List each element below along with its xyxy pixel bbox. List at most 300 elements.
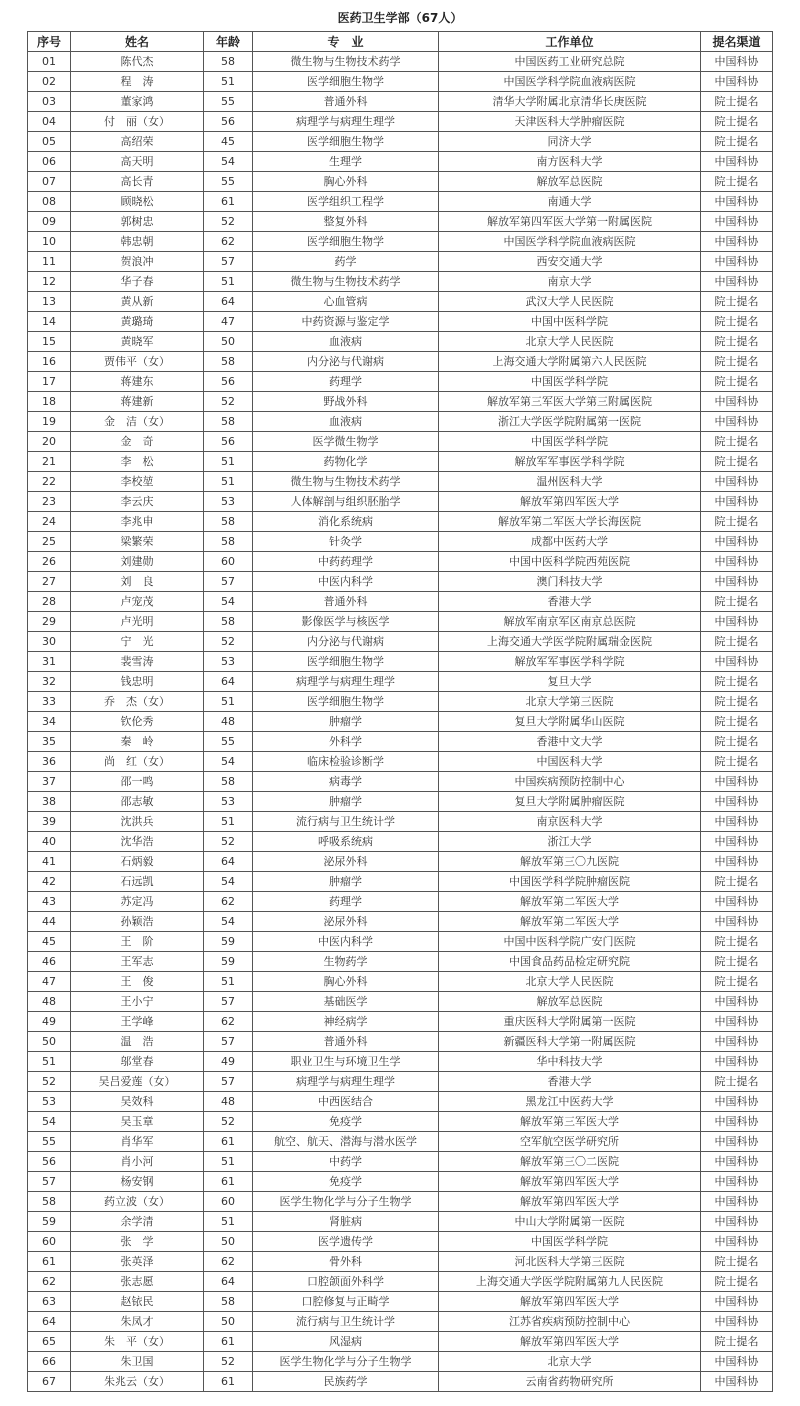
cell-nomination: 院士提名	[701, 1072, 773, 1092]
cell-nomination: 中国科协	[701, 52, 773, 72]
table-row	[28, 612, 773, 632]
cell-specialty: 针灸学	[253, 532, 439, 552]
cell-number: 21	[28, 452, 71, 472]
cell-nomination: 院士提名	[701, 312, 773, 332]
cell-nomination: 院士提名	[701, 1332, 773, 1352]
cell-age: 58	[204, 352, 253, 372]
table-row	[28, 932, 773, 952]
cell-workplace: 解放军第四军医大学	[439, 1292, 701, 1312]
cell-nomination: 中国科协	[701, 1172, 773, 1192]
cell-name: 苏定冯	[71, 892, 204, 912]
cell-workplace: 南京大学	[439, 272, 701, 292]
cell-name: 金 洁（女）	[71, 412, 204, 432]
cell-age: 52	[204, 212, 253, 232]
table-row	[28, 1192, 773, 1212]
cell-name: 付 丽（女）	[71, 112, 204, 132]
cell-specialty: 外科学	[253, 732, 439, 752]
cell-nomination: 院士提名	[701, 732, 773, 752]
cell-nomination: 中国科协	[701, 892, 773, 912]
cell-specialty: 泌尿外科	[253, 852, 439, 872]
cell-name: 宁 光	[71, 632, 204, 652]
cell-name: 黄晓军	[71, 332, 204, 352]
cell-nomination: 院士提名	[701, 1252, 773, 1272]
table-row	[28, 292, 773, 312]
cell-nomination: 院士提名	[701, 112, 773, 132]
table-row	[28, 152, 773, 172]
cell-age: 48	[204, 712, 253, 732]
cell-specialty: 中医内科学	[253, 932, 439, 952]
cell-age: 52	[204, 1112, 253, 1132]
cell-specialty: 中药学	[253, 1152, 439, 1172]
cell-number: 42	[28, 872, 71, 892]
cell-number: 60	[28, 1232, 71, 1252]
cell-workplace: 云南省药物研究所	[439, 1372, 701, 1392]
cell-age: 54	[204, 752, 253, 772]
cell-nomination: 院士提名	[701, 972, 773, 992]
table-row	[28, 672, 773, 692]
cell-nomination: 中国科协	[701, 72, 773, 92]
cell-number: 22	[28, 472, 71, 492]
cell-workplace: 温州医科大学	[439, 472, 701, 492]
cell-specialty: 微生物与生物技术药学	[253, 472, 439, 492]
cell-age: 52	[204, 632, 253, 652]
table-row	[28, 992, 773, 1012]
cell-workplace: 解放军第三〇九医院	[439, 852, 701, 872]
cell-age: 61	[204, 1372, 253, 1392]
cell-age: 62	[204, 1252, 253, 1272]
cell-name: 乔 杰（女）	[71, 692, 204, 712]
cell-specialty: 中西医结合	[253, 1092, 439, 1112]
cell-specialty: 临床检验诊断学	[253, 752, 439, 772]
cell-name: 朱 平（女）	[71, 1332, 204, 1352]
table-row	[28, 632, 773, 652]
cell-workplace: 中国疾病预防控制中心	[439, 772, 701, 792]
table-row	[28, 412, 773, 432]
cell-age: 62	[204, 892, 253, 912]
cell-name: 郭树忠	[71, 212, 204, 232]
cell-nomination: 中国科协	[701, 1032, 773, 1052]
cell-number: 50	[28, 1032, 71, 1052]
cell-specialty: 微生物与生物技术药学	[253, 272, 439, 292]
cell-nomination: 院士提名	[701, 712, 773, 732]
table-row	[28, 1292, 773, 1312]
cell-age: 57	[204, 992, 253, 1012]
cell-age: 52	[204, 832, 253, 852]
cell-age: 51	[204, 272, 253, 292]
cell-specialty: 骨外科	[253, 1252, 439, 1272]
cell-workplace: 中国医学科学院肿瘤医院	[439, 872, 701, 892]
cell-name: 孙颖浩	[71, 912, 204, 932]
cell-workplace: 中国医学科学院血液病医院	[439, 232, 701, 252]
table-row	[28, 312, 773, 332]
cell-specialty: 药学	[253, 252, 439, 272]
cell-workplace: 香港大学	[439, 592, 701, 612]
cell-age: 59	[204, 952, 253, 972]
cell-nomination: 中国科协	[701, 152, 773, 172]
table-row	[28, 592, 773, 612]
cell-workplace: 解放军总医院	[439, 992, 701, 1012]
cell-nomination: 中国科协	[701, 612, 773, 632]
cell-nomination: 院士提名	[701, 172, 773, 192]
cell-specialty: 医学细胞生物学	[253, 652, 439, 672]
cell-name: 秦 岭	[71, 732, 204, 752]
cell-nomination: 中国科协	[701, 572, 773, 592]
cell-name: 邵一鸣	[71, 772, 204, 792]
cell-name: 梁繁荣	[71, 532, 204, 552]
cell-age: 58	[204, 1292, 253, 1312]
cell-name: 陈代杰	[71, 52, 204, 72]
cell-workplace: 香港大学	[439, 1072, 701, 1092]
cell-age: 49	[204, 1052, 253, 1072]
header-age: 年龄	[204, 32, 253, 52]
cell-specialty: 中医内科学	[253, 572, 439, 592]
cell-workplace: 天津医科大学肿瘤医院	[439, 112, 701, 132]
cell-specialty: 心血管病	[253, 292, 439, 312]
table-row	[28, 1032, 773, 1052]
cell-workplace: 南通大学	[439, 192, 701, 212]
cell-nomination: 院士提名	[701, 952, 773, 972]
cell-specialty: 病理学与病理生理学	[253, 672, 439, 692]
cell-nomination: 院士提名	[701, 672, 773, 692]
cell-age: 54	[204, 912, 253, 932]
cell-number: 64	[28, 1312, 71, 1332]
table-row	[28, 1212, 773, 1232]
cell-nomination: 院士提名	[701, 372, 773, 392]
cell-nomination: 院士提名	[701, 592, 773, 612]
cell-age: 48	[204, 1092, 253, 1112]
cell-number: 12	[28, 272, 71, 292]
cell-workplace: 浙江大学医学院附属第一医院	[439, 412, 701, 432]
cell-specialty: 肾脏病	[253, 1212, 439, 1232]
cell-workplace: 中国医学科学院	[439, 432, 701, 452]
cell-age: 59	[204, 932, 253, 952]
cell-name: 邬堂春	[71, 1052, 204, 1072]
cell-specialty: 免疫学	[253, 1112, 439, 1132]
cell-number: 09	[28, 212, 71, 232]
cell-name: 顾晓松	[71, 192, 204, 212]
cell-number: 38	[28, 792, 71, 812]
cell-number: 28	[28, 592, 71, 612]
table-row	[28, 972, 773, 992]
cell-nomination: 中国科协	[701, 1292, 773, 1312]
table-row	[28, 112, 773, 132]
cell-workplace: 中国医学科学院血液病医院	[439, 72, 701, 92]
cell-number: 05	[28, 132, 71, 152]
cell-age: 60	[204, 552, 253, 572]
table-row	[28, 392, 773, 412]
cell-specialty: 医学遗传学	[253, 1232, 439, 1252]
cell-nomination: 中国科协	[701, 992, 773, 1012]
cell-number: 34	[28, 712, 71, 732]
cell-number: 23	[28, 492, 71, 512]
cell-nomination: 中国科协	[701, 252, 773, 272]
cell-nomination: 中国科协	[701, 1132, 773, 1152]
table-row	[28, 572, 773, 592]
cell-nomination: 中国科协	[701, 912, 773, 932]
cell-number: 48	[28, 992, 71, 1012]
cell-specialty: 口腔颌面外科学	[253, 1272, 439, 1292]
cell-workplace: 香港中文大学	[439, 732, 701, 752]
cell-name: 肖小河	[71, 1152, 204, 1172]
cell-workplace: 北京大学人民医院	[439, 332, 701, 352]
cell-age: 51	[204, 812, 253, 832]
cell-workplace: 解放军第三〇二医院	[439, 1152, 701, 1172]
cell-name: 卢光明	[71, 612, 204, 632]
cell-number: 46	[28, 952, 71, 972]
cell-workplace: 复旦大学	[439, 672, 701, 692]
cell-workplace: 北京大学第三医院	[439, 692, 701, 712]
header-workplace: 工作单位	[439, 32, 701, 52]
cell-workplace: 解放军第四军医大学	[439, 1332, 701, 1352]
cell-age: 57	[204, 252, 253, 272]
cell-specialty: 影像医学与核医学	[253, 612, 439, 632]
cell-number: 07	[28, 172, 71, 192]
table-row	[28, 132, 773, 152]
cell-name: 贾伟平（女）	[71, 352, 204, 372]
cell-workplace: 南京医科大学	[439, 812, 701, 832]
cell-age: 64	[204, 852, 253, 872]
cell-number: 63	[28, 1292, 71, 1312]
cell-nomination: 中国科协	[701, 1352, 773, 1372]
cell-workplace: 复旦大学附属肿瘤医院	[439, 792, 701, 812]
cell-name: 朱兆云（女）	[71, 1372, 204, 1392]
cell-specialty: 血液病	[253, 412, 439, 432]
cell-nomination: 中国科协	[701, 492, 773, 512]
cell-name: 黄从新	[71, 292, 204, 312]
cell-workplace: 中国医学科学院	[439, 1232, 701, 1252]
table-row	[28, 532, 773, 552]
table-row	[28, 652, 773, 672]
cell-age: 55	[204, 172, 253, 192]
cell-nomination: 中国科协	[701, 212, 773, 232]
table-row	[28, 872, 773, 892]
cell-nomination: 中国科协	[701, 272, 773, 292]
table-row	[28, 1272, 773, 1292]
cell-nomination: 中国科协	[701, 1092, 773, 1112]
cell-nomination: 中国科协	[701, 532, 773, 552]
header-specialty: 专 业	[253, 32, 439, 52]
table-row	[28, 252, 773, 272]
cell-nomination: 中国科协	[701, 392, 773, 412]
cell-specialty: 医学细胞生物学	[253, 692, 439, 712]
cell-number: 53	[28, 1092, 71, 1112]
cell-age: 61	[204, 192, 253, 212]
cell-workplace: 中国医学科学院	[439, 372, 701, 392]
cell-specialty: 神经病学	[253, 1012, 439, 1032]
cell-number: 15	[28, 332, 71, 352]
cell-specialty: 病理学与病理生理学	[253, 112, 439, 132]
table-row	[28, 772, 773, 792]
cell-number: 49	[28, 1012, 71, 1032]
cell-nomination: 中国科协	[701, 1152, 773, 1172]
cell-number: 51	[28, 1052, 71, 1072]
cell-number: 19	[28, 412, 71, 432]
cell-specialty: 医学生物化学与分子生物学	[253, 1352, 439, 1372]
table-row	[28, 1152, 773, 1172]
cell-workplace: 重庆医科大学附属第一医院	[439, 1012, 701, 1032]
cell-name: 肖华军	[71, 1132, 204, 1152]
cell-workplace: 中国中医科学院	[439, 312, 701, 332]
cell-name: 尚 红（女）	[71, 752, 204, 772]
cell-number: 01	[28, 52, 71, 72]
cell-workplace: 中国中医科学院西苑医院	[439, 552, 701, 572]
cell-number: 44	[28, 912, 71, 932]
cell-name: 卢宠茂	[71, 592, 204, 612]
cell-workplace: 解放军军事医学科学院	[439, 652, 701, 672]
cell-specialty: 医学细胞生物学	[253, 72, 439, 92]
cell-nomination: 中国科协	[701, 852, 773, 872]
cell-specialty: 流行病与卫生统计学	[253, 812, 439, 832]
cell-age: 51	[204, 452, 253, 472]
table-row	[28, 1012, 773, 1032]
cell-workplace: 解放军第四军医大学	[439, 1192, 701, 1212]
cell-specialty: 口腔修复与正畸学	[253, 1292, 439, 1312]
cell-number: 45	[28, 932, 71, 952]
cell-number: 55	[28, 1132, 71, 1152]
cell-age: 58	[204, 412, 253, 432]
cell-nomination: 院士提名	[701, 332, 773, 352]
cell-nomination: 中国科协	[701, 1372, 773, 1392]
cell-specialty: 药物化学	[253, 452, 439, 472]
table-row	[28, 352, 773, 372]
cell-name: 裴雪涛	[71, 652, 204, 672]
table-row	[28, 1352, 773, 1372]
cell-age: 57	[204, 1072, 253, 1092]
cell-name: 余学清	[71, 1212, 204, 1232]
cell-number: 39	[28, 812, 71, 832]
cell-number: 29	[28, 612, 71, 632]
cell-age: 64	[204, 1272, 253, 1292]
cell-name: 李 松	[71, 452, 204, 472]
cell-age: 58	[204, 52, 253, 72]
cell-specialty: 病理学与病理生理学	[253, 1072, 439, 1092]
cell-specialty: 消化系统病	[253, 512, 439, 532]
page-title: 医药卫生学部（67人）	[337, 11, 463, 25]
table-row	[28, 372, 773, 392]
cell-age: 61	[204, 1132, 253, 1152]
cell-name: 刘建勋	[71, 552, 204, 572]
cell-specialty: 呼吸系统病	[253, 832, 439, 852]
table-row	[28, 1372, 773, 1392]
cell-specialty: 药理学	[253, 372, 439, 392]
cell-name: 钦伦秀	[71, 712, 204, 732]
cell-nomination: 中国科协	[701, 192, 773, 212]
cell-workplace: 河北医科大学第三医院	[439, 1252, 701, 1272]
cell-specialty: 医学微生物学	[253, 432, 439, 452]
cell-workplace: 解放军第四军医大学	[439, 1172, 701, 1192]
cell-age: 51	[204, 692, 253, 712]
cell-age: 58	[204, 612, 253, 632]
cell-specialty: 药理学	[253, 892, 439, 912]
table-row	[28, 52, 773, 72]
table-row	[28, 952, 773, 972]
cell-age: 60	[204, 1192, 253, 1212]
table-row	[28, 852, 773, 872]
cell-age: 53	[204, 492, 253, 512]
cell-number: 36	[28, 752, 71, 772]
cell-specialty: 泌尿外科	[253, 912, 439, 932]
cell-name: 李云庆	[71, 492, 204, 512]
cell-age: 51	[204, 72, 253, 92]
cell-age: 52	[204, 1352, 253, 1372]
cell-number: 30	[28, 632, 71, 652]
cell-specialty: 胸心外科	[253, 972, 439, 992]
table-row	[28, 172, 773, 192]
table-row	[28, 512, 773, 532]
cell-number: 66	[28, 1352, 71, 1372]
table-row	[28, 1252, 773, 1272]
table-row	[28, 832, 773, 852]
cell-number: 25	[28, 532, 71, 552]
cell-number: 31	[28, 652, 71, 672]
cell-age: 56	[204, 432, 253, 452]
cell-name: 张英泽	[71, 1252, 204, 1272]
cell-name: 王 阶	[71, 932, 204, 952]
cell-name: 吴效科	[71, 1092, 204, 1112]
cell-name: 吴玉章	[71, 1112, 204, 1132]
cell-specialty: 医学细胞生物学	[253, 132, 439, 152]
cell-workplace: 复旦大学附属华山医院	[439, 712, 701, 732]
table-row	[28, 432, 773, 452]
cell-nomination: 中国科协	[701, 1012, 773, 1032]
cell-workplace: 中山大学附属第一医院	[439, 1212, 701, 1232]
cell-age: 54	[204, 872, 253, 892]
cell-name: 赵铱民	[71, 1292, 204, 1312]
cell-nomination: 院士提名	[701, 132, 773, 152]
cell-workplace: 上海交通大学附属第六人民医院	[439, 352, 701, 372]
cell-number: 54	[28, 1112, 71, 1132]
cell-workplace: 江苏省疾病预防控制中心	[439, 1312, 701, 1332]
cell-specialty: 野战外科	[253, 392, 439, 412]
cell-specialty: 血液病	[253, 332, 439, 352]
cell-age: 50	[204, 332, 253, 352]
cell-nomination: 院士提名	[701, 452, 773, 472]
cell-number: 37	[28, 772, 71, 792]
cell-workplace: 澳门科技大学	[439, 572, 701, 592]
cell-name: 刘 良	[71, 572, 204, 592]
cell-specialty: 中药资源与鉴定学	[253, 312, 439, 332]
cell-nomination: 院士提名	[701, 352, 773, 372]
cell-workplace: 解放军军事医学科学院	[439, 452, 701, 472]
cell-specialty: 内分泌与代谢病	[253, 632, 439, 652]
header-nomination: 提名渠道	[701, 32, 773, 52]
cell-nomination: 中国科协	[701, 1112, 773, 1132]
cell-number: 10	[28, 232, 71, 252]
table-row	[28, 1232, 773, 1252]
cell-name: 王小宁	[71, 992, 204, 1012]
cell-specialty: 中药药理学	[253, 552, 439, 572]
cell-nomination: 院士提名	[701, 432, 773, 452]
cell-workplace: 新疆医科大学第一附属医院	[439, 1032, 701, 1052]
cell-specialty: 免疫学	[253, 1172, 439, 1192]
cell-specialty: 生物药学	[253, 952, 439, 972]
cell-age: 50	[204, 1312, 253, 1332]
cell-nomination: 中国科协	[701, 1212, 773, 1232]
cell-age: 57	[204, 1032, 253, 1052]
cell-workplace: 华中科技大学	[439, 1052, 701, 1072]
header-name: 姓名	[71, 32, 204, 52]
cell-name: 李兆申	[71, 512, 204, 532]
cell-name: 杨安钢	[71, 1172, 204, 1192]
cell-nomination: 中国科协	[701, 1052, 773, 1072]
table-row	[28, 1052, 773, 1072]
cell-workplace: 武汉大学人民医院	[439, 292, 701, 312]
cell-number: 67	[28, 1372, 71, 1392]
table-row	[28, 492, 773, 512]
cell-name: 朱卫国	[71, 1352, 204, 1372]
cell-number: 26	[28, 552, 71, 572]
cell-name: 高天明	[71, 152, 204, 172]
